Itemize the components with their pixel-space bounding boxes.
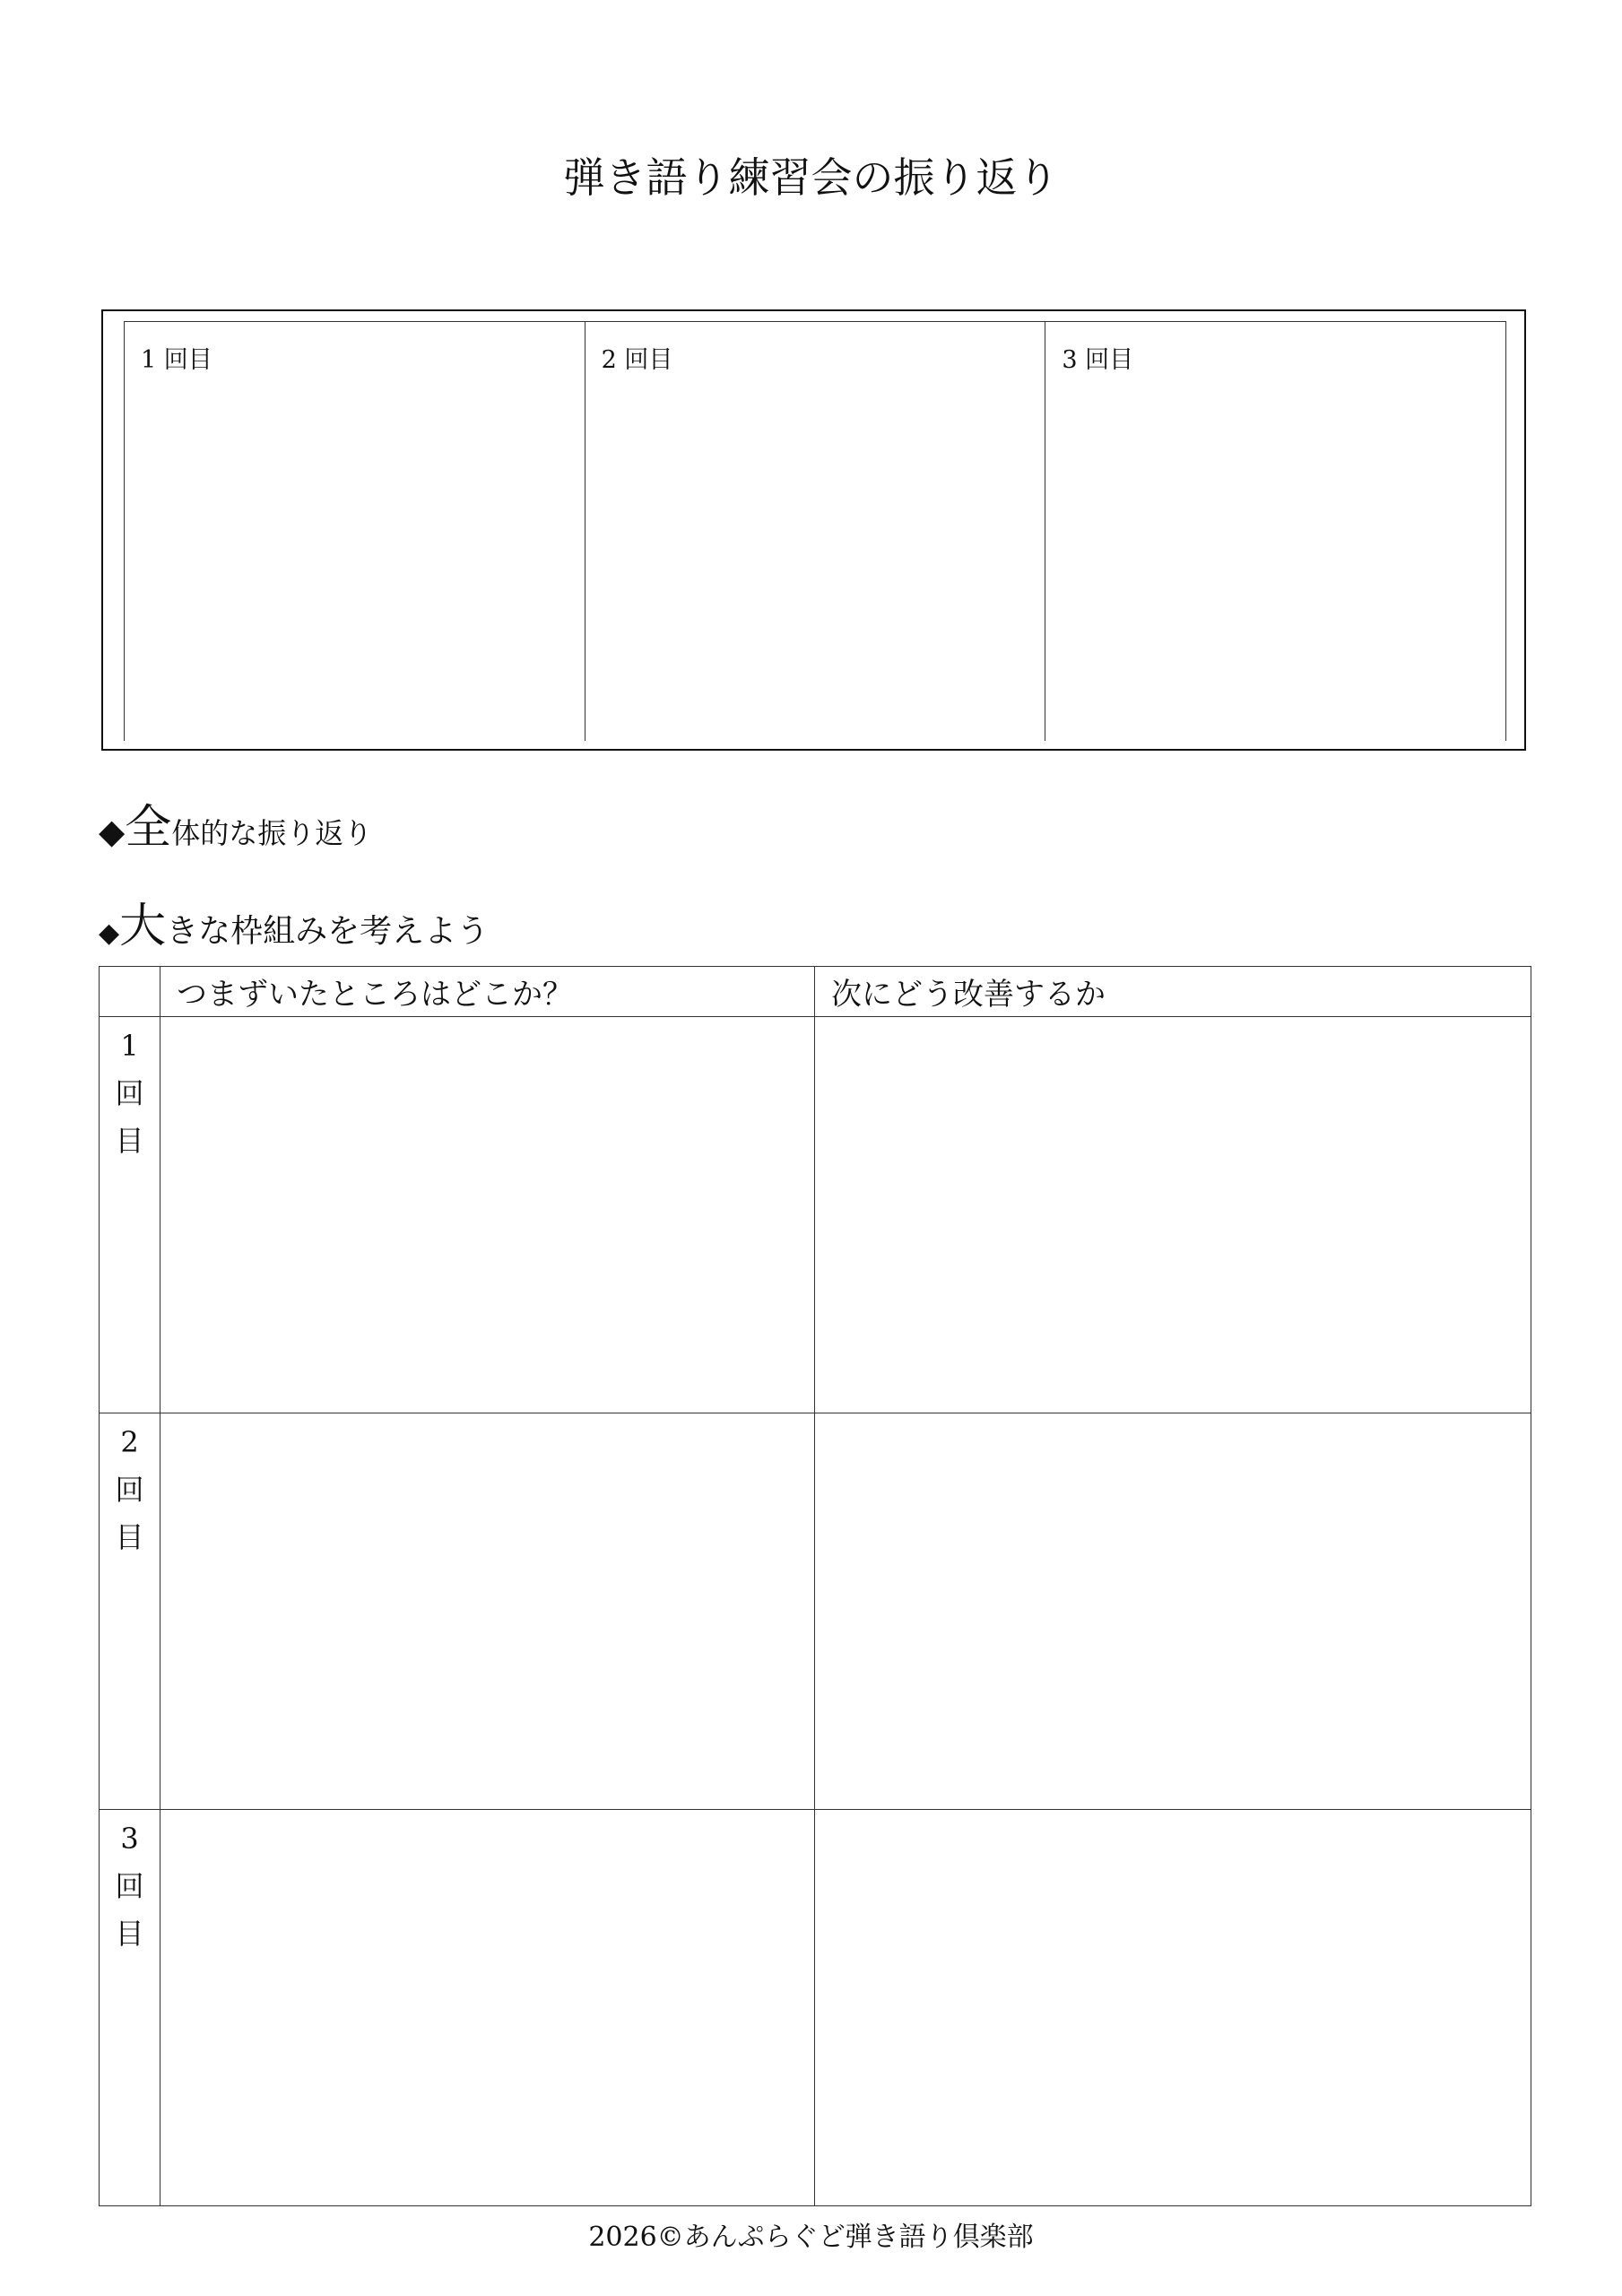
- section-heading-framework: [99, 888, 489, 955]
- row-label: [100, 1810, 160, 2206]
- table-row: [100, 1413, 1531, 1810]
- row-label-char: 1: [120, 1029, 139, 1063]
- header-cell-empty: [100, 967, 160, 1017]
- table-header-row: [100, 967, 1531, 1017]
- row-label-char: 目: [115, 1520, 144, 1554]
- row-label-char: 回: [115, 1076, 144, 1110]
- row-label-char: 回: [115, 1473, 144, 1507]
- header-cell-stumbles: つまずいたところはどこか？: [160, 967, 815, 1017]
- row-label: [100, 1413, 160, 1810]
- stumbles-cell[interactable]: [160, 1017, 815, 1413]
- row-label: [100, 1017, 160, 1413]
- diamond-bullet-icon: ◆: [99, 812, 126, 851]
- heading-first-char: 大: [119, 900, 167, 953]
- improvements-cell[interactable]: [815, 1017, 1531, 1413]
- summary-cell-1[interactable]: [124, 322, 585, 741]
- review-table: [99, 966, 1531, 2206]
- row-label-char: 2: [120, 1425, 139, 1459]
- summary-cell-label: 2 回目: [601, 346, 673, 374]
- diamond-bullet-icon: ◆: [99, 918, 120, 949]
- summary-box: [101, 309, 1526, 751]
- table-row: [100, 1810, 1531, 2206]
- row-label-char: 3: [120, 1822, 139, 1856]
- improvements-cell[interactable]: [815, 1810, 1531, 2206]
- header-cell-improvements: 次にどう改善するか: [815, 967, 1531, 1017]
- summary-cell-label: 1 回目: [141, 346, 213, 374]
- table-row: [100, 1017, 1531, 1413]
- stumbles-cell[interactable]: [160, 1810, 815, 2206]
- row-label-char: 目: [115, 1917, 144, 1951]
- page-title: 弾き語り練習会の振り返り: [563, 153, 1059, 202]
- heading-rest: 体的な振り返り: [171, 816, 373, 850]
- row-label-char: 回: [115, 1869, 144, 1903]
- row-label-char: 目: [115, 1124, 144, 1158]
- section-heading-overall: [99, 789, 372, 857]
- summary-cell-2[interactable]: [585, 322, 1045, 741]
- summary-cell-label: 3 回目: [1062, 346, 1134, 374]
- heading-rest: きな枠組みを考えよう: [166, 913, 490, 950]
- summary-cell-3[interactable]: [1045, 322, 1506, 741]
- footer-copyright: 2026©あんぷらぐど弾き語り倶楽部: [588, 2222, 1034, 2253]
- summary-grid: [124, 321, 1506, 741]
- stumbles-cell[interactable]: [160, 1413, 815, 1810]
- heading-first-char: 全: [125, 801, 172, 855]
- improvements-cell[interactable]: [815, 1413, 1531, 1810]
